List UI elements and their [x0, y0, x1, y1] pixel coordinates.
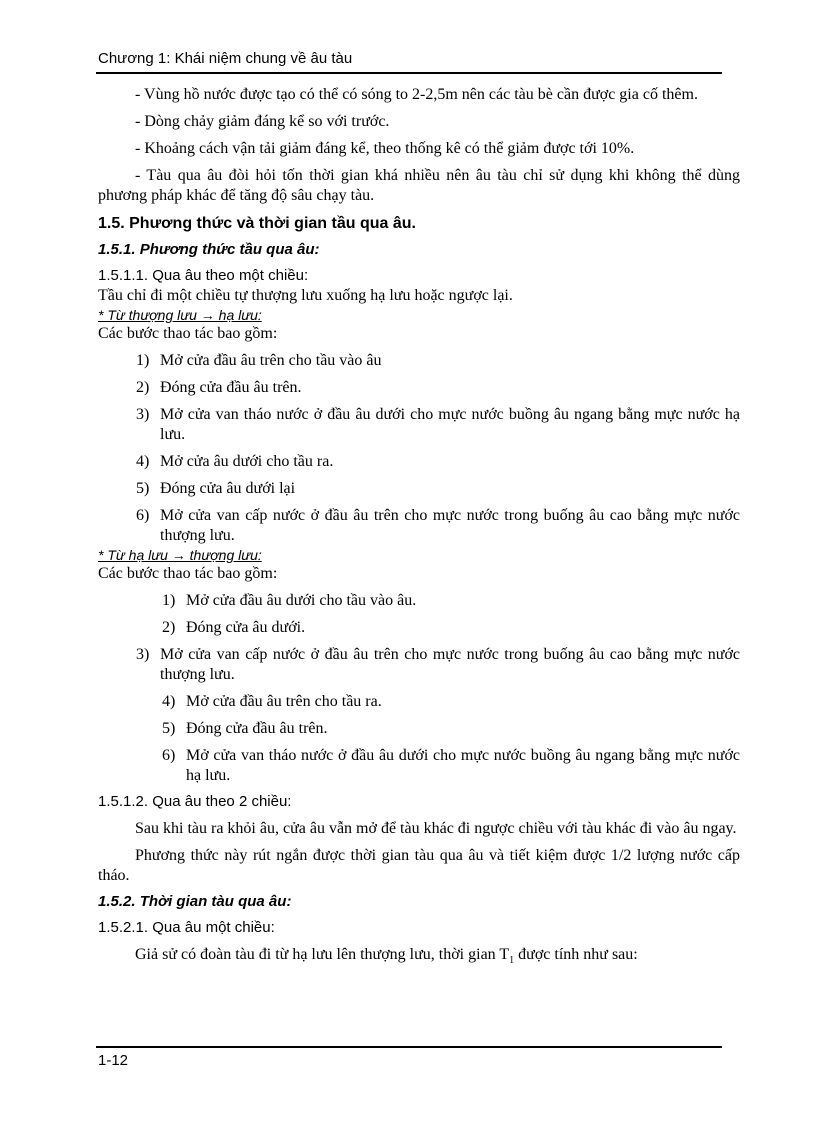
subsection-heading-1-5-1: 1.5.1. Phương thức tầu qua âu: [98, 241, 320, 258]
intro-paragraph: - Khoảng cách vận tải giảm đáng kể, theo thống kê có thể giảm được tới 10%. [135, 140, 635, 157]
downstream-step: 5) Đóng cửa âu dưới lại [136, 480, 296, 497]
upstream-label: * Từ hạ lưu → thượng lưu: [98, 547, 262, 563]
downstream-step: 1) Mở cửa đầu âu trên cho tầu vào âu [136, 352, 382, 369]
downstream-intro: Các bước thao tác bao gồm: [98, 325, 278, 342]
intro-paragraph: - Tàu qua âu đòi hỏi tốn thời gian khá nhiều nên âu tàu chỉ sử dụng khi không thể dùng phương pháp khác để tăng độ sâu chạy tàu. [98, 167, 740, 204]
heading-1-5-2-1: 1.5.2.1. Qua âu một chiều: [98, 919, 275, 936]
upstream-step: 6) Mở cửa van tháo nước ở đầu âu dưới cho mực nước buồng âu ngang bằng mực nước hạ lưu. [162, 747, 740, 784]
intro-paragraph: - Dòng chảy giảm đáng kể so với trước. [135, 113, 390, 130]
one-way-description: Tầu chỉ đi một chiều tự thượng lưu xuống hạ lưu hoặc ngược lại. [98, 287, 513, 304]
header-rule [96, 72, 722, 74]
two-way-paragraph: Sau khi tàu ra khỏi âu, cửa âu vẫn mở để tàu khác đi ngược chiều với tàu khác đi vào âu ngay. [135, 820, 737, 837]
downstream-step: 3) Mở cửa van tháo nước ở đầu âu dưới cho mực nước buồng âu ngang bằng mực nước hạ lưu. [136, 406, 740, 443]
upstream-step: 5) Đóng cửa đầu âu trên. [162, 720, 328, 737]
upstream-step: 2) Đóng cửa âu dưới. [162, 619, 306, 636]
page-body [98, 85, 740, 971]
heading-1-5-1-1: 1.5.1.1. Qua âu theo một chiều: [98, 267, 309, 284]
upstream-step: 1) Mở cửa đầu âu dưới cho tầu vào âu. [162, 592, 417, 609]
downstream-step: 6) Mở cửa van cấp nước ở đầu âu trên cho mực nước trong buống âu cao bằng mực nước thượng lưu. [136, 507, 740, 544]
downstream-step: 4) Mở cửa âu dưới cho tầu ra. [136, 453, 334, 470]
page-header: Chương 1: Khái niệm chung về âu tàu [98, 50, 353, 67]
intro-paragraph: - Vùng hồ nước được tạo có thể có sóng to 2-2,5m nên các tàu bè cần được gia cố thêm. [135, 86, 698, 103]
time-paragraph: Giả sử có đoàn tàu đi từ hạ lưu lên thượng lưu, thời gian $T_1$ được tính như sau: [135, 946, 638, 967]
section-heading-1-5: 1.5. Phương thức và thời gian tầu qua âu. [98, 215, 416, 232]
upstream-step: 3) Mở cửa van cấp nước ở đầu âu trên cho mực nước trong buống âu cao bằng mực nước thượng lưu. [136, 646, 740, 683]
upstream-step: 4) Mở cửa đầu âu trên cho tầu ra. [162, 693, 382, 710]
downstream-step: 2) Đóng cửa đầu âu trên. [136, 379, 302, 396]
two-way-paragraph: Phương thức này rút ngắn được thời gian tàu qua âu và tiết kiệm được 1/2 lượng nước cấp tháo. [98, 847, 740, 884]
subsection-heading-1-5-2: 1.5.2. Thời gian tàu qua âu: [98, 893, 292, 910]
heading-1-5-1-2: 1.5.1.2. Qua âu theo 2 chiều: [98, 793, 292, 810]
footer-rule [96, 1046, 722, 1048]
upstream-intro: Các bước thao tác bao gồm: [98, 565, 278, 582]
downstream-label: * Từ thượng lưu → hạ lưu: [98, 307, 262, 323]
page-number: 1-12 [98, 1052, 129, 1069]
